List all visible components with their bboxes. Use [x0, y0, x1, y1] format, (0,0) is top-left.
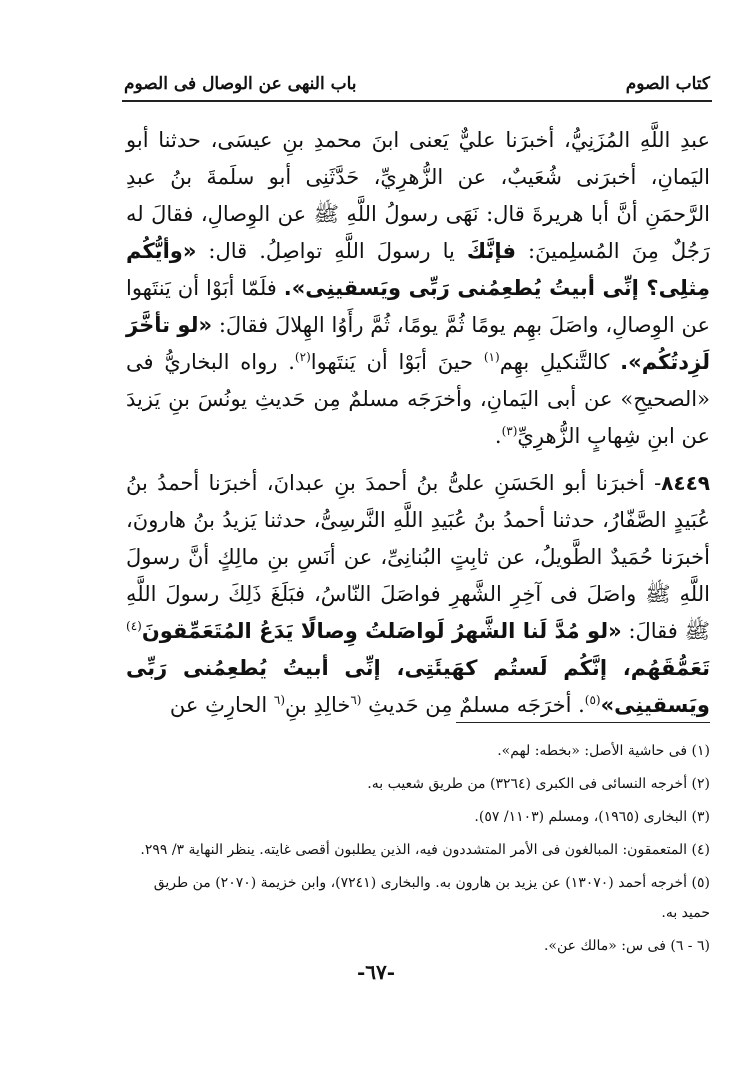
footnote: (١) فى حاشية الأصل: «بخطه: لهم». [497, 743, 710, 759]
footnote-marker: (١) [483, 350, 500, 364]
footnote-marker: (٥) [584, 693, 601, 707]
text-run: . رواه البخاريُّ فى «الصحيحِ» عن أبى اليَمانِ، وأخرَجَه مسلمٌ مِن حَديثِ يونُسَ بنِ يَزيدَ عن ابنِ شِهابٍ الزُّهرِيِّ [126, 350, 710, 448]
footnote: (٥) أخرجه أحمد (١٣٠٧٠) عن يزيد بن هارون به. والبخارى (٧٢٤١)، وابن خزيمة (٢٠٧٠) من طريق حميد به. [153, 875, 710, 921]
footnote-marker: (٢) [294, 350, 311, 364]
footnote-marker: (٣) [501, 424, 518, 438]
running-header [124, 72, 710, 102]
page-number: -٦٧- [356, 960, 396, 984]
bold-text: فإنَّكَ [466, 239, 516, 263]
bold-text: تَعَمُّقَهُم، إنَّكُم لَستُم كهَيئَتِى، إنِّى أبيتُ يُطعِمُنى رَبِّى ويَسقينِى» [126, 656, 710, 717]
text-run: كالتَّنكيلِ بهِم [499, 350, 621, 374]
book-title: كتاب الصوم [625, 74, 710, 94]
bold-text: «وأيُّكُم مِثلِى؟ إنِّى أبيتُ يُطعِمُنى رَبِّى ويَسقينِى». [126, 239, 710, 300]
chapter-title: باب النهى عن الوصال فى الصوم [124, 74, 357, 94]
footnote: (٣) البخارى (١٩٦٥)، ومسلم (١١٠٣/ ٥٧). [474, 809, 710, 825]
text-run: عبدِ اللَّهِ المُزَنِيُّ، أخبرَنا عليٌّ يَعنى ابنَ محمدِ بنِ عيسَى، حدثنا أبو اليَمانِ، أخبرَنى شُعَيبٌ، عن الزُّهرِيِّ، حَدَّثَنِى أبو سلَمةَ بنُ عبدِ الرَّحمَنِ أنَّ أبا هريرةَ قال: نَهَى رسولُ اللَّهِ ﷺ عن الوِصالِ، فقالَ له رَجُلٌ مِنَ المُسلِمينَ: [126, 128, 710, 263]
text-run: حينَ أبَوْا أن يَنتَهوا [310, 350, 484, 374]
hadith-paragraph [126, 465, 710, 724]
footnote-marker: (٤) [126, 619, 142, 633]
footnote-marker: (٦ [350, 693, 362, 707]
text-run: فلَمّا أبَوْا أن يَنتَهوا عن الوِصالِ، واصَلَ بهِم يومًا ثُمَّ يومًا، ثُمَّ رأَوُا الهِلالَ فقالَ: [126, 276, 710, 337]
text-run: الحارِثِ عن [169, 693, 274, 717]
text-run: . أخرَجَه مسلمٌ مِن حَديثِ [361, 693, 585, 717]
bold-text: «لو تأخَّرَ لَزِدتُكُم». [126, 313, 710, 374]
hadith-number: ٨٤٤٩ [661, 471, 710, 495]
text-run: يا رسولَ اللَّهِ تواصِلُ. قال: [196, 239, 467, 263]
main-text [126, 122, 710, 724]
header-divider [122, 100, 712, 102]
footnote: (٢) أخرجه النسائى فى الكبرى (٣٢٦٤) من طريق شعيب به. [367, 776, 710, 792]
footnote: (٦ - ٦) فى س: «مالك عن». [543, 938, 710, 954]
text-run: - أخبرَنا أبو الحَسَنِ علىُّ بنُ أحمدَ بنِ عبدانَ، أخبرَنا أحمدُ بنُ عُبَيدٍ الصَّفّارُ، حدثنا أحمدُ بنُ عُبَيدِ اللَّهِ النَّرسِىُّ، حدثنا يَزيدُ بنُ هارونَ، أخبرَنا حُمَيدٌ الطَّويلُ، عن ثابِتٍ البُنانِىِّ، عن أنَسِ بنِ مالِكٍ أنَّ رسولَ اللَّهِ ﷺ واصَلَ فى آخِرِ الشَّهرِ فواصَلَ النّاسُ، فبَلَغَ ذَلِكَ رسولَ اللَّهِ ﷺ فقالَ: [126, 471, 710, 643]
footnote-divider [456, 722, 710, 723]
footnote-marker: (٦ [273, 693, 286, 707]
text-run: خالِدِ بنِ [285, 693, 351, 717]
footnotes [126, 736, 710, 964]
hadith-paragraph [126, 122, 710, 455]
text-run: . [494, 424, 502, 448]
bold-text: «لو مُدَّ لَنا الشَّهرُ لَواصَلتُ وِصالًا يَدَعُ المُتَعَمِّقونَ [141, 619, 622, 643]
footnote: (٤) المتعمقون: المبالغون فى الأمر المتشددون فيه، الذين يطلبون أقصى غايته. ينظر النهاية ٣/ ٢٩٩. [140, 842, 710, 858]
